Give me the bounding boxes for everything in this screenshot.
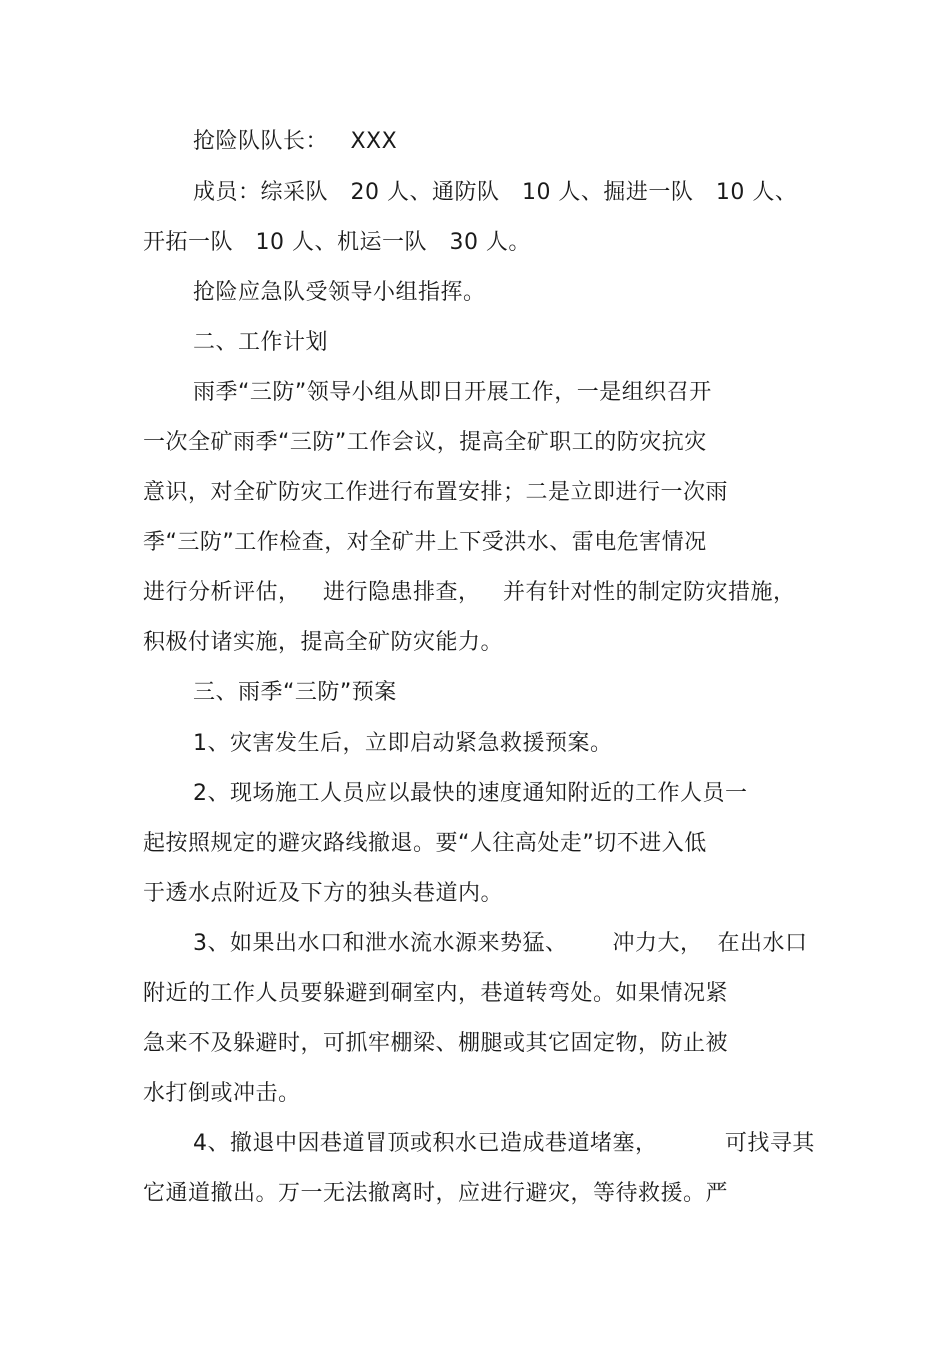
paragraph-line: 雨季“三防”领导小组从即日开展工作，一是组织召开 xyxy=(193,380,712,405)
line-team-leader: 抢险队队长： XXX xyxy=(193,129,398,154)
line-command: 抢险应急队受领导小组指挥。 xyxy=(193,280,486,305)
item-2-continued: 于透水点附近及下方的独头巷道内。 xyxy=(143,881,504,906)
paragraph-line: 一次全矿雨季“三防”工作会议，提高全矿职工的防灾抗灾 xyxy=(143,430,707,455)
paragraph-line: 积极付诸实施，提高全矿防灾能力。 xyxy=(143,630,504,655)
section-heading-plan: 三、雨季“三防”预案 xyxy=(193,680,397,705)
line-members: 成员：综采队 20 人、通防队 10 人、掘进一队 10 人、 xyxy=(193,180,798,205)
item-2: 2、现场施工人员应以最快的速度通知附近的工作人员一 xyxy=(193,781,748,806)
item-3: 3、如果出水口和泄水流水源来势猛、 冲力大， 在出水口 xyxy=(193,931,808,956)
item-1: 1、灾害发生后，立即启动紧急救援预案。 xyxy=(193,731,613,756)
paragraph-line: 进行分析评估， 进行隐患排查， 并有针对性的制定防灾措施， xyxy=(143,580,796,605)
item-3-continued: 急来不及躲避时，可抓牢棚梁、棚腿或其它固定物，防止被 xyxy=(143,1031,729,1056)
paragraph-line: 意识，对全矿防灾工作进行布置安排；二是立即进行一次雨 xyxy=(143,480,729,505)
line-members-continued: 开拓一队 10 人、机运一队 30 人。 xyxy=(143,230,531,255)
item-4: 4、撤退中因巷道冒顶或积水已造成巷道堵塞， 可找寻其 xyxy=(193,1131,815,1156)
item-2-continued: 起按照规定的避灾路线撤退。要“人往高处走”切不进入低 xyxy=(143,831,707,856)
paragraph-line: 季“三防”工作检查，对全矿井上下受洪水、雷电危害情况 xyxy=(143,530,707,555)
section-heading-work-plan: 二、工作计划 xyxy=(193,330,329,355)
item-3-continued: 附近的工作人员要躲避到硐室内，巷道转弯处。如果情况紧 xyxy=(143,981,729,1006)
item-4-continued: 它通道撤出。万一无法撤离时，应进行避灾，等待救援。严 xyxy=(143,1181,729,1206)
item-3-continued: 水打倒或冲击。 xyxy=(143,1081,301,1106)
